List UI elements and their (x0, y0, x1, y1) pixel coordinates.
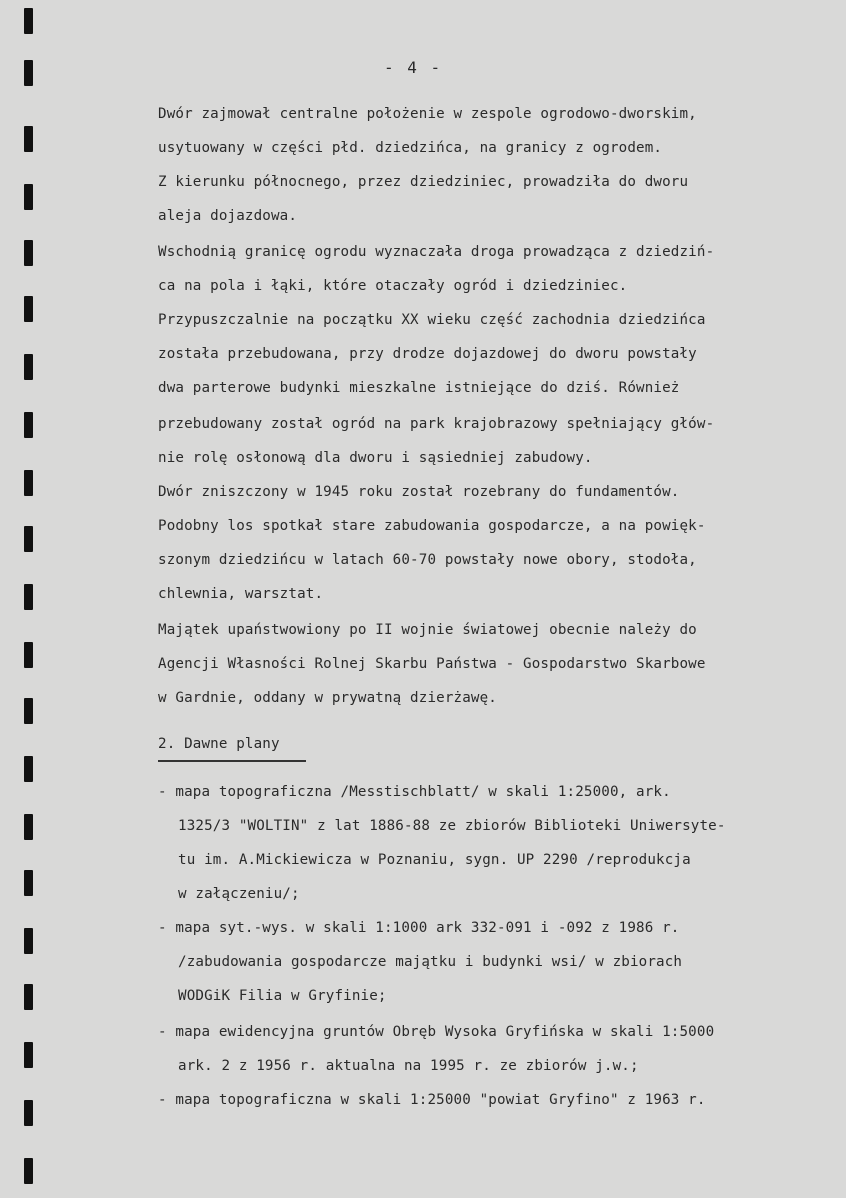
binding-hole (24, 526, 33, 552)
list-item-line: w załączeniu/; (178, 886, 300, 902)
binding-hole (24, 1042, 33, 1068)
list-item-line: - mapa syt.-wys. w skali 1:1000 ark 332-091 i -092 z 1986 r. (158, 920, 680, 936)
text-line: Dwór zniszczony w 1945 roku został rozebrany do fundamentów. (158, 484, 680, 500)
list-item-line: - mapa ewidencyjna gruntów Obręb Wysoka Gryfińska w skali 1:5000 (158, 1024, 715, 1040)
text-line: Przypuszczalnie na początku XX wieku część zachodnia dziedzińca (158, 312, 706, 328)
text-line: Podobny los spotkał stare zabudowania gospodarcze, a na powięk- (158, 518, 706, 534)
page-number: - 4 - (384, 58, 443, 77)
binding-hole (24, 928, 33, 954)
binding-hole (24, 756, 33, 782)
binding-hole (24, 296, 33, 322)
binding-hole (24, 354, 33, 380)
text-line: nie rolę osłonową dla dworu i sąsiedniej zabudowy. (158, 450, 593, 466)
binding-hole (24, 60, 33, 86)
list-item-line: tu im. A.Mickiewicza w Poznaniu, sygn. UP 2290 /reprodukcja (178, 852, 691, 868)
heading-underline (158, 760, 306, 762)
text-line: Z kierunku północnego, przez dziedziniec, prowadziła do dworu (158, 174, 689, 190)
binding-hole (24, 870, 33, 896)
text-line: ca na pola i łąki, które otaczały ogród i dziedziniec. (158, 278, 628, 294)
text-line: w Gardnie, oddany w prywatną dzierżawę. (158, 690, 497, 706)
binding-hole (24, 814, 33, 840)
binding-hole (24, 470, 33, 496)
list-item-line: - mapa topograficzna w skali 1:25000 "powiat Gryfino" z 1963 r. (158, 1092, 706, 1108)
binding-hole (24, 412, 33, 438)
text-line: została przebudowana, przy drodze dojazdowej do dworu powstały (158, 346, 697, 362)
list-item-line: WODGiK Filia w Gryfinie; (178, 988, 387, 1004)
list-item-line: ark. 2 z 1956 r. aktualna na 1995 r. ze zbiorów j.w.; (178, 1058, 639, 1074)
text-line: usytuowany w części płd. dziedzińca, na granicy z ogrodem. (158, 140, 663, 156)
text-line: Agencji Własności Rolnej Skarbu Państwa - Gospodarstwo Skarbowe (158, 656, 706, 672)
binding-hole (24, 584, 33, 610)
binding-hole (24, 698, 33, 724)
binding-hole (24, 1100, 33, 1126)
text-line: aleja dojazdowa. (158, 208, 298, 224)
text-line: Wschodnią granicę ogrodu wyznaczała droga prowadząca z dziedziń- (158, 244, 715, 260)
binding-holes (0, 0, 40, 1198)
text-line: Dwór zajmował centralne położenie w zespole ogrodowo-dworskim, (158, 106, 697, 122)
list-item-line: 1325/3 "WOLTIN" z lat 1886-88 ze zbiorów Biblioteki Uniwersyte- (178, 818, 726, 834)
list-item-line: - mapa topograficzna /Messtischblatt/ w skali 1:25000, ark. (158, 784, 671, 800)
text-line: dwa parterowe budynki mieszkalne istniejące do dziś. Również (158, 380, 680, 396)
binding-hole (24, 126, 33, 152)
binding-hole (24, 642, 33, 668)
binding-hole (24, 984, 33, 1010)
text-line: szonym dziedzińcu w latach 60-70 powstały nowe obory, stodoła, (158, 552, 697, 568)
list-item-line: /zabudowania gospodarcze majątku i budynki wsi/ w zbiorach (178, 954, 683, 970)
binding-hole (24, 184, 33, 210)
binding-hole (24, 240, 33, 266)
section-heading: 2. Dawne plany (158, 736, 280, 752)
text-line: chlewnia, warsztat. (158, 586, 324, 602)
text-line: przebudowany został ogród na park krajobrazowy spełniający głów- (158, 416, 715, 432)
binding-hole (24, 1158, 33, 1184)
binding-hole (24, 8, 33, 34)
text-line: Majątek upaństwowiony po II wojnie światowej obecnie należy do (158, 622, 697, 638)
